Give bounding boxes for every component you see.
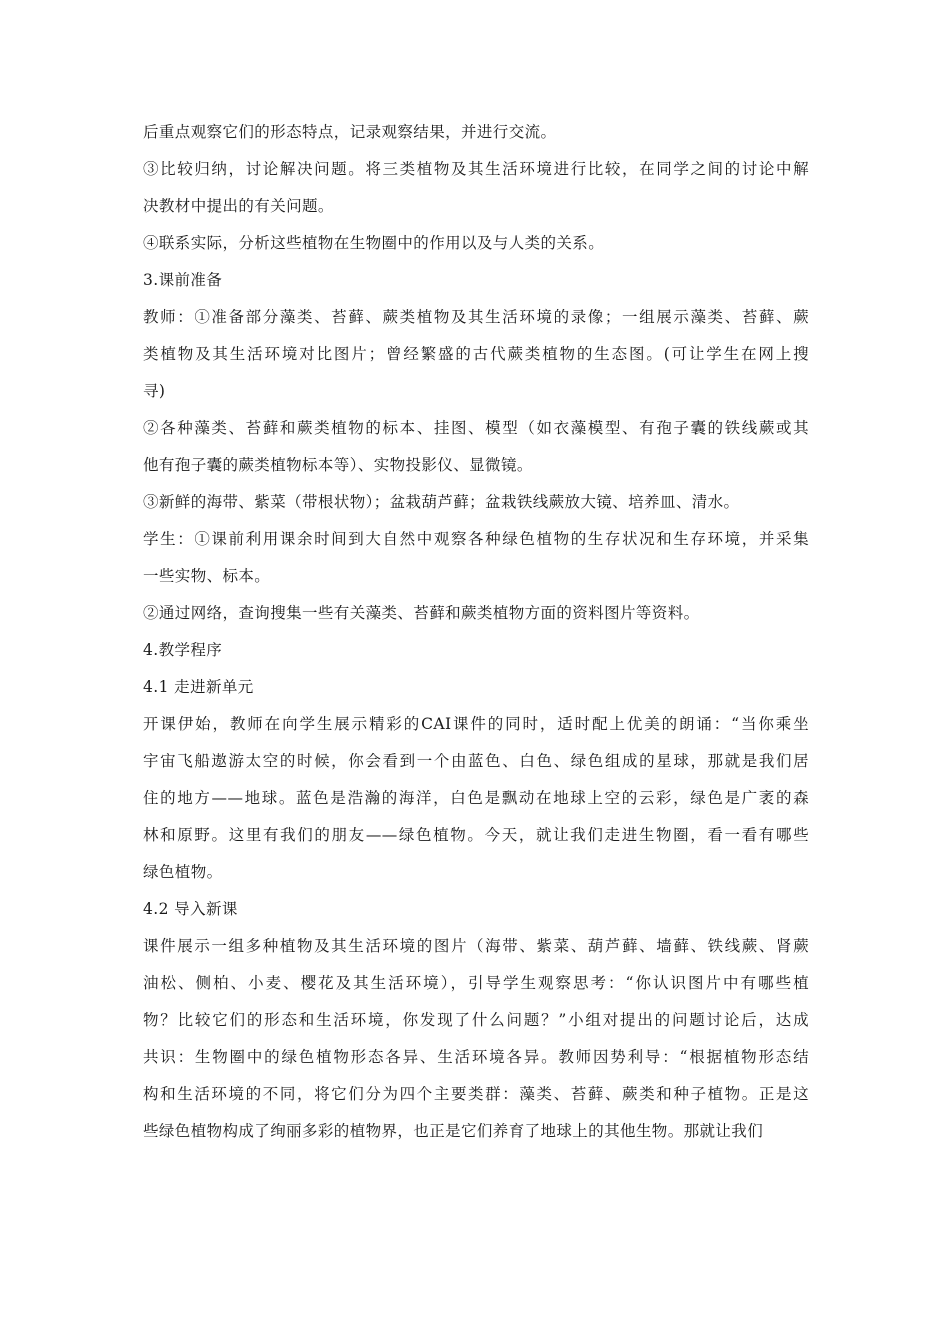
paragraph [143,233,809,253]
section-heading [143,677,809,697]
text-line: 4.教学程序 [143,641,223,659]
text-line: ②各种藻类、苔藓和蕨类植物的标本、挂图、模型（如衣藻模型、有孢子囊的铁线蕨或其 [143,419,809,437]
text-line: 寻) [143,382,166,400]
text-line: 物？比较它们的形态和生活环境，你发现了什么问题？”小组对提出的问题讨论后，达成 [143,1011,809,1029]
document-page [143,122,809,1158]
text-line: 些绿色植物构成了绚丽多彩的植物界，也正是它们养育了地球上的其他生物。那就让我们 [143,1122,764,1140]
paragraph [143,492,809,512]
text-line: 共识：生物圈中的绿色植物形态各异、生活环境各异。教师因势利导：“根据植物形态结 [143,1048,809,1066]
text-line: 4.1 走进新单元 [143,678,254,696]
section-heading [143,640,809,660]
text-line: ②通过网络，查询搜集一些有关藻类、苔藓和蕨类植物方面的资料图片等资料。 [143,604,700,622]
paragraph [143,529,809,586]
paragraph [143,603,809,623]
text-line: 住的地方——地球。蓝色是浩瀚的海洋，白色是飘动在地球上空的云彩，绿色是广袤的森 [143,789,809,807]
text-line: 油松、侧柏、小麦、樱花及其生活环境），引导学生观察思考：“你认识图片中有哪些植 [143,974,809,992]
text-line: 一些实物、标本。 [143,567,271,585]
paragraph [143,159,809,216]
text-line: 构和生活环境的不同，将它们分为四个主要类群：藻类、苔藓、蕨类和种子植物。正是这 [143,1085,809,1103]
text-line: 3.课前准备 [143,271,223,289]
text-line: 4.2 导入新课 [143,900,238,918]
text-line: ③新鲜的海带、紫菜（带根状物）；盆栽葫芦藓；盆栽铁线蕨放大镜、培养皿、清水。 [143,493,740,511]
section-heading [143,899,809,919]
text-line: 教师：①准备部分藻类、苔藓、蕨类植物及其生活环境的录像；一组展示藻类、苔藓、蕨 [143,308,809,326]
text-line: 类植物及其生活环境对比图片；曾经繁盛的古代蕨类植物的生态图。(可让学生在网上搜 [143,345,809,363]
text-line: 绿色植物。 [143,863,223,881]
section-heading [143,270,809,290]
text-line: 林和原野。这里有我们的朋友——绿色植物。今天，就让我们走进生物圈，看一看有哪些 [143,826,809,844]
text-line: 开课伊始，教师在向学生展示精彩的CAI课件的同时，适时配上优美的朗诵：“当你乘坐 [143,715,809,733]
text-line: ③比较归纳，讨论解决问题。将三类植物及其生活环境进行比较，在同学之间的讨论中解 [143,160,809,178]
text-line: 他有孢子囊的蕨类植物标本等）、实物投影仪、显微镜。 [143,456,533,474]
text-line: 后重点观察它们的形态特点，记录观察结果，并进行交流。 [143,123,557,141]
paragraph [143,936,809,1141]
paragraph [143,714,809,882]
paragraph [143,418,809,475]
text-line: 决教材中提出的有关问题。 [143,197,334,215]
text-line: ④联系实际，分析这些植物在生物圈中的作用以及与人类的关系。 [143,234,605,252]
paragraph [143,307,809,401]
text-line: 宇宙飞船遨游太空的时候，你会看到一个由蓝色、白色、绿色组成的星球，那就是我们居 [143,752,809,770]
text-line: 课件展示一组多种植物及其生活环境的图片（海带、紫菜、葫芦藓、墙藓、铁线蕨、肾蕨 [143,937,809,955]
text-line: 学生：①课前利用课余时间到大自然中观察各种绿色植物的生存状况和生存环境，并采集 [143,530,809,548]
paragraph [143,122,809,142]
